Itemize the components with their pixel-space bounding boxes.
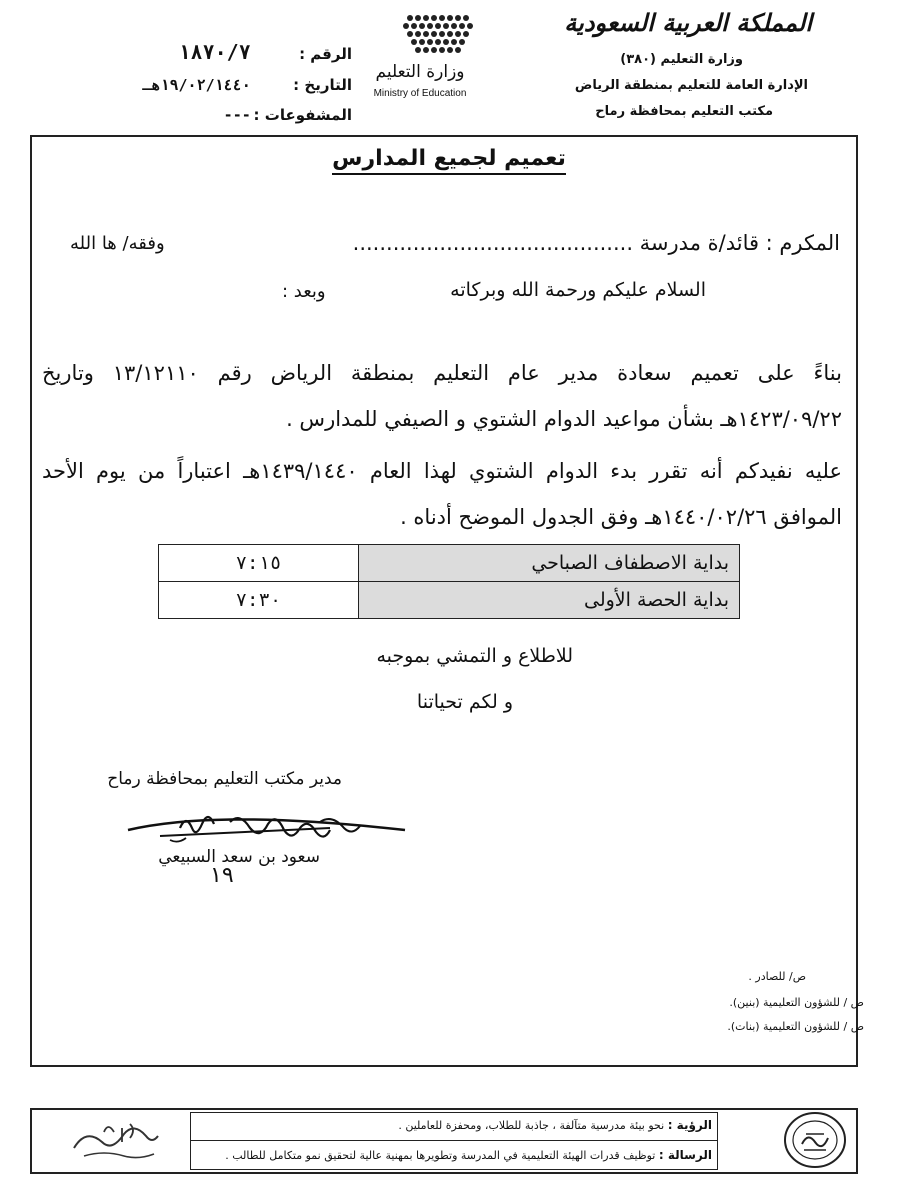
general-administration: الإدارة العامة للتعليم بمنطقة الرياض [574,78,808,93]
mission-line [225,1148,712,1162]
vision-label: الرؤية : [667,1118,712,1132]
ministry-logo-english: Ministry of Education [373,88,467,99]
document-title [0,146,898,171]
paragraph-2-line-1: عليه نفيدكم أنه تقرر بدء الدوام الشتوي لهذا العام ١٤٣٩/١٤٤٠هـ اعتباراً من يوم الأحد [42,459,842,483]
cc-line: ص/ للصادر . [748,970,806,983]
cc-line: ص / للشؤون التعليمية (بنين). [729,996,864,1009]
blessing-line: وفقه/ ها الله [70,233,165,254]
closing-line-2: و لكم تحياتنا [416,691,513,713]
education-office: مكتب التعليم بمحافظة رماح [595,104,773,119]
signatory-title: مدير مكتب التعليم بمحافظة رماح [107,769,342,789]
schedule-time: ٧:١٥ [159,545,359,582]
mission-label: الرسالة : [658,1148,712,1162]
calligraphy-logo-icon [64,1112,164,1168]
attachments-value: --- [223,106,251,124]
number-label: الرقم : [299,45,352,63]
schedule-label: بداية الاصطفاف الصباحي [359,545,740,582]
addressee-line: المكرم : قائد/ة مدرسة .......................................... [352,231,840,255]
mission-text: توظيف قدرات الهيئة التعليمية في المدرسة وتطويرها بمهنية عالية لتحقيق نمو متكامل للطالب . [225,1149,656,1162]
school-seal-icon [782,1110,848,1170]
calligraphy-logo [64,1112,164,1168]
schedule-label: بداية الحصة الأولى [359,582,740,619]
reference-number [96,40,352,64]
document-title-text: تعميم لجميع المدارس [332,146,566,175]
cc-line: ص / للشؤون التعليمية (بنات). [727,1020,864,1033]
date-value: ١٩/٠٢/١٤٤٠هـ [142,76,251,94]
signatory-name: سعود بن سعد السبيعي [158,847,320,867]
kingdom-name: المملكة العربية السعودية [564,8,812,37]
footer-divider [190,1140,718,1141]
vision-text: نحو بيئة مدرسية متآلفة ، جاذبة للطلاب، ومحفزة للعاملين . [398,1119,665,1132]
after-greeting: وبعد : [282,281,326,302]
table-row [159,545,740,582]
vision-line [398,1118,712,1132]
ministry-logo-arabic: وزارة التعليم [375,62,465,82]
schedule-time: ٧:٣٠ [159,582,359,619]
handwritten-mark: ١٩ [210,863,234,888]
table-row [159,582,740,619]
reference-attachments [96,106,352,124]
signature-icon [120,800,410,850]
date-label: التاريخ : [293,76,352,94]
ministry-code: وزارة التعليم (٣٨٠) [620,52,743,67]
greeting-line: السلام عليكم ورحمة الله وبركاته [450,279,706,301]
reference-date [96,76,352,94]
paragraph-1-line-1: بناءً على تعميم سعادة مدير عام التعليم بمنطقة الرياض رقم ١٣/١٢١١٠ وتاريخ [42,361,842,385]
closing-line-1: للاطلاع و التمشي بموجبه [376,645,573,667]
schedule-table [158,544,740,619]
handwritten-signature [120,800,410,850]
attachments-label: المشفوعات : [253,106,352,124]
paragraph-2-line-2: الموافق ١٤٤٠/٠٢/٢٦هـ وفق الجدول الموضح أدناه . [400,505,842,529]
number-value: ١٨٧٠/٧ [178,40,251,64]
paragraph-1-line-2: ١٤٢٣/٠٩/٢٢هـ بشأن مواعيد الدوام الشتوي و الصيفي للمدارس . [286,407,842,431]
school-seal [782,1110,848,1170]
